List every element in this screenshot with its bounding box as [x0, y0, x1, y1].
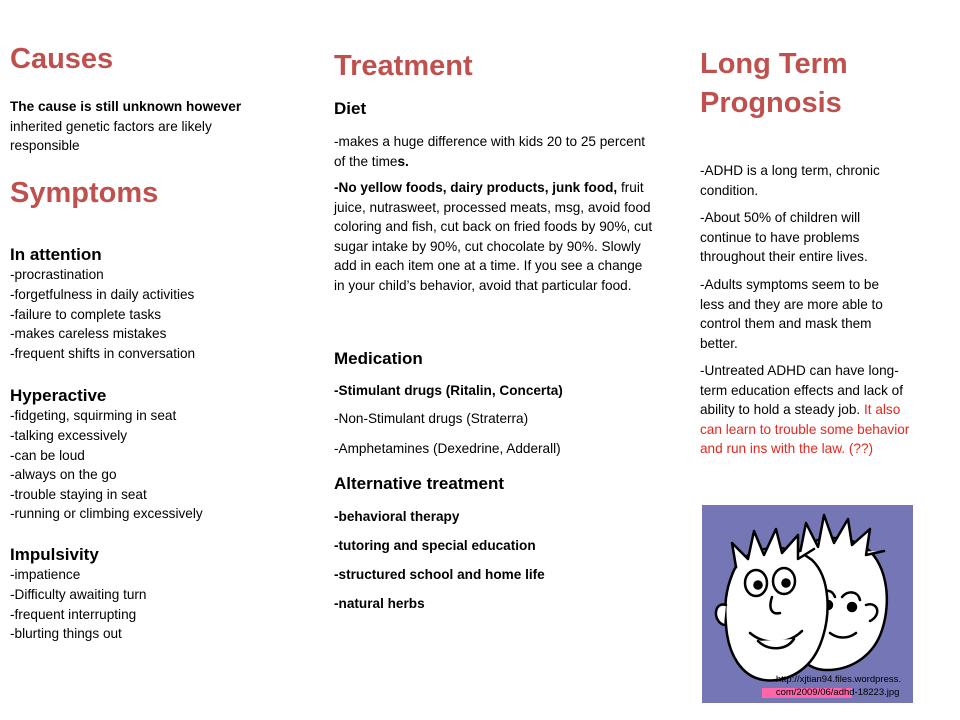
symptom-item: -Difficulty awaiting turn — [10, 586, 147, 602]
alternative-item: -behavioral therapy — [334, 509, 460, 524]
alternative-item: -structured school and home life — [334, 567, 545, 582]
symptom-group-heading: Hyperactive — [10, 386, 107, 405]
symptom-group-inattention — [10, 245, 260, 363]
prognosis-p4-black: -Untreated ADHD can have long-term education effects and lack of ability to hold a steady job. — [700, 363, 904, 417]
prognosis-paragraph: -Adults symptoms seem to be less and they are more able to control them and mask them better. — [700, 277, 883, 351]
alternative-item: -tutoring and special education — [334, 538, 536, 553]
symptom-item: -blurting things out — [10, 626, 122, 642]
medication-heading: Medication — [334, 349, 423, 368]
symptom-item: -procrastination — [10, 267, 104, 283]
symptom-item: -forgetfulness in daily activities — [10, 286, 195, 302]
symptom-item: -fidgeting, squirming in seat — [10, 408, 177, 424]
prognosis-paragraph: -About 50% of children will continue to have problems throughout their entire lives. — [700, 210, 868, 264]
image-caption-line: com/2009/06/adhd-18223.jpg — [775, 687, 900, 698]
diet-p1-text: -makes a huge difference with kids 20 to 25 percent of the time — [334, 134, 646, 169]
medication-item: -Amphetamines (Dexedrine, Adderall) — [334, 441, 561, 456]
adhd-cartoon-image — [702, 505, 913, 703]
symptom-item: -trouble staying in seat — [10, 486, 147, 502]
prognosis-heading-line2: Prognosis — [700, 87, 842, 119]
symptom-group-heading: Impulsivity — [10, 545, 99, 564]
symptom-item: -always on the go — [10, 467, 117, 483]
symptom-item: -failure to complete tasks — [10, 306, 162, 322]
symptom-list — [10, 406, 260, 524]
medication-item: -Non-Stimulant drugs (Straterra) — [334, 411, 529, 426]
alternative-item: -natural herbs — [334, 596, 425, 611]
causes-text-bold: The cause is still unknown however — [10, 99, 242, 114]
diet-paragraph-2 — [334, 178, 654, 295]
symptoms-heading: Symptoms — [10, 177, 159, 209]
prognosis-heading-line1: Long Term — [700, 48, 848, 80]
symptom-item: -frequent interrupting — [10, 606, 137, 622]
image-caption-line: http://xjtian94.files.wordpress. — [775, 674, 901, 685]
medication-item: -Stimulant drugs (Ritalin, Concerta) — [334, 383, 563, 398]
symptom-group-impulsivity — [10, 545, 260, 644]
symptom-item: -can be loud — [10, 447, 85, 463]
causes-text — [10, 97, 260, 156]
causes-text-rest: inherited genetic factors are likely responsible — [10, 118, 212, 153]
symptom-item: -running or climbing excessively — [10, 506, 203, 522]
symptom-group-hyperactive — [10, 386, 260, 524]
symptom-item: -talking excessively — [10, 427, 128, 443]
prognosis-paragraph: -ADHD is a long term, chronic condition. — [700, 163, 880, 198]
diet-paragraph-1 — [334, 132, 652, 171]
symptom-item: -makes careless mistakes — [10, 326, 167, 342]
symptom-item: -frequent shifts in conversation — [10, 345, 196, 361]
diet-p2-rest: fruit juice, nutrasweet, processed meats, msg, avoid food coloring and fish, cut back on fried foods by 90%, cut sugar intake by 90%, cut chocolate by 90%. Slowly add in each item one at a time. If you see a change in your child’s behavior, avoid that particular food. — [334, 180, 653, 293]
diet-p2-bold: -No yellow foods, dairy products, junk food, — [334, 180, 618, 195]
prognosis-p4-red: It also can learn to trouble some behavior and run ins with the law. (??) — [700, 402, 910, 456]
alternative-treatment-heading: Alternative treatment — [334, 474, 505, 493]
image-caption — [776, 673, 901, 699]
symptom-list — [10, 565, 260, 643]
diet-p1-tail: s. — [397, 153, 409, 169]
symptom-list — [10, 265, 260, 363]
symptom-item: -impatience — [10, 567, 81, 583]
causes-heading: Causes — [10, 43, 114, 75]
prognosis-paragraph-untreated — [700, 361, 910, 459]
symptom-group-heading: In attention — [10, 245, 102, 264]
treatment-heading: Treatment — [334, 50, 473, 82]
diet-heading: Diet — [334, 99, 367, 118]
